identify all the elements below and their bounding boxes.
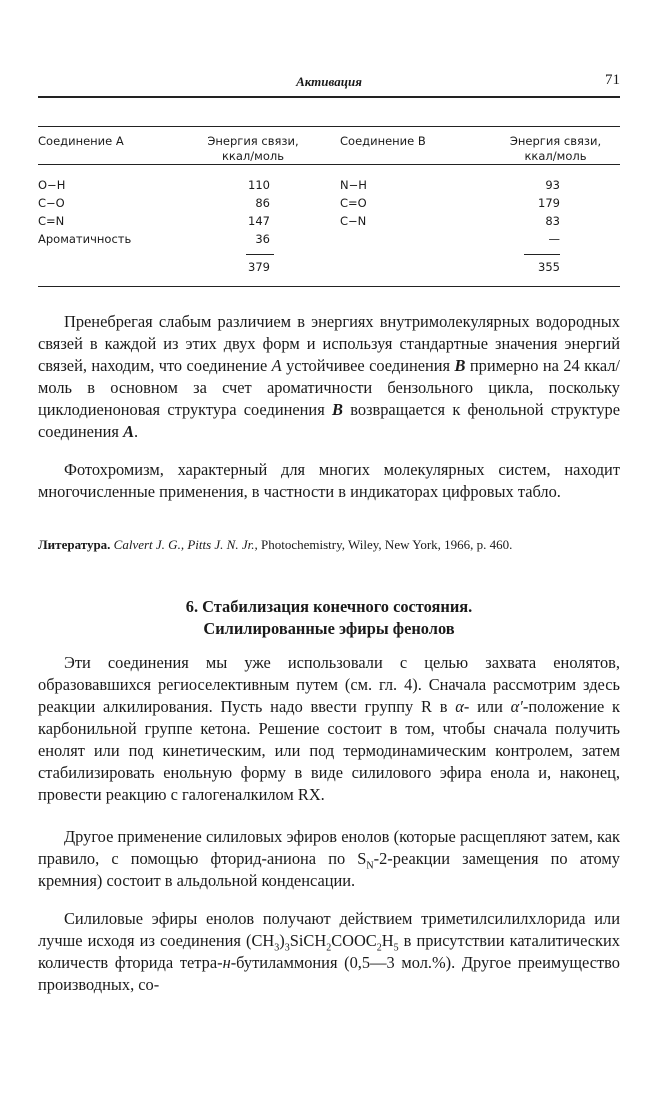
para3-text-1: Эти соединения мы уже использовали с целью захвата енолятов, образовавшихся региоселективным путем (см. гл. 4). Сначала рассмотрим здесь реакции алкилирования. Пусть надо ввести группу R в: [38, 653, 620, 716]
formula-sub-4: 2: [376, 942, 382, 954]
section-heading-line2: Силилированные эфиры фенолов: [203, 619, 455, 638]
row1-energy-a: 110: [248, 178, 270, 192]
sum-rule-a: [246, 254, 274, 255]
formula-sub-3: 2: [326, 942, 332, 954]
row3-energy-b: 83: [545, 214, 560, 228]
compound-b-ref: B: [454, 356, 466, 375]
para4-text-2: -2-реакции замещения по атому кремния) состоит в альдольной конденсации.: [38, 849, 620, 890]
paragraph-silyl-ethers: [38, 908, 620, 996]
section-heading: [38, 596, 620, 640]
alpha-symbol: α: [455, 697, 464, 716]
col-header-energy-b: [493, 134, 618, 164]
paragraph-stability: [38, 311, 620, 443]
para4-text-1: Другое применение силиловых эфиров енолов (которые расщепляют затем, как правило, с помощью фторид-аниона по S: [38, 827, 620, 868]
para5-text-2: ): [279, 931, 285, 950]
row4-energy-b: —: [548, 232, 560, 246]
header-rule: [38, 96, 620, 98]
row2-energy-a: 86: [255, 196, 270, 210]
row4-compound-a: Ароматичность: [38, 232, 132, 246]
running-header: [38, 72, 620, 94]
paragraph-alkylation: [38, 652, 620, 806]
para3-text-2: - или: [463, 697, 511, 716]
row1-compound-a: O−H: [38, 178, 66, 192]
table-header-rule: [38, 164, 620, 165]
col-header-energy-b-line2: ккал/моль: [524, 149, 587, 163]
compound-a-ref: A: [271, 356, 282, 375]
literature-label: Литература.: [38, 537, 111, 552]
literature-reference: [38, 536, 620, 554]
sn-subscript: N: [366, 860, 374, 872]
total-energy-b: 355: [538, 260, 560, 274]
total-energy-a: 379: [248, 260, 270, 274]
col-header-compound-a: Соединение А: [38, 134, 124, 148]
row3-compound-b: C−N: [340, 214, 367, 228]
literature-source: Photochemistry, Wiley, New York, 1966, p. 460.: [261, 537, 513, 552]
para5-text-5: H: [381, 931, 394, 950]
formula-sub-1: 3: [274, 942, 280, 954]
formula-sub-2: 3: [284, 942, 290, 954]
para1-text-1: Пренебрегая слабым различием в энергиях внутримолекулярных водородных связей в каждой из этих двух форм и используя стандартные значения энергий связей, находим, что соединение: [38, 312, 620, 375]
paragraph-aldol: [38, 826, 620, 892]
para5-text-7: -бутиламмония (0,5—3 мол.%). Другое преимущество производных, со-: [38, 953, 620, 994]
para1-text-4: возвращается к фенольной структуре соединения: [38, 400, 621, 441]
row3-compound-a: C=N: [38, 214, 65, 228]
table-bottom-rule: [38, 286, 620, 287]
paragraph-photochromism: Фотохромизм, характерный для многих молекулярных систем, находит многочисленные применения, в частности в индикаторах цифровых табло.: [38, 460, 620, 501]
para5-text-6: в присутствии каталитических количеств фторида тетра-: [38, 931, 620, 972]
row2-compound-a: C−O: [38, 196, 65, 210]
row2-compound-b: C=O: [340, 196, 367, 210]
col-header-energy-a-line1: Энергия связи,: [207, 134, 299, 148]
bond-energy-table: [38, 126, 620, 286]
para1-text-5: .: [134, 422, 139, 441]
formula-sub-5: 5: [393, 942, 399, 954]
page-number: 71: [605, 72, 620, 88]
para5-text-4: COOC: [331, 931, 377, 950]
para5-text-1: Силиловые эфиры енолов получают действием триметилсилилхлорида или лучше исходя из соединения (CH: [38, 909, 620, 950]
row1-compound-b: N−H: [340, 178, 367, 192]
para5-text-3: SiCH: [289, 931, 327, 950]
para1-text-2: устойчивее соединения: [281, 356, 455, 375]
literature-authors: Calvert J. G., Pitts J. N. Jr.,: [113, 537, 258, 552]
compound-b-ref-2: B: [332, 400, 343, 419]
row2-energy-b: 179: [538, 196, 560, 210]
alpha-prime-symbol: α′: [510, 697, 523, 716]
col-header-energy-b-line1: Энергия связи,: [509, 134, 602, 148]
section-heading-line1: 6. Стабилизация конечного состояния.: [185, 597, 473, 616]
normal-prefix: н: [222, 953, 231, 972]
para3-text-3: -положение к карбонильной группе кетона. Решение состоит в том, чтобы сначала получить енолят или под кинетическим, или под термодинамическим контролем, затем стабилизировать енольную форму в виде силилового эфира енола и, наконец, провести реакцию с галогеналкилом RX.: [38, 697, 621, 804]
row4-energy-a: 36: [255, 232, 270, 246]
running-title: Активация: [296, 74, 362, 89]
sum-rule-b: [524, 254, 560, 255]
para1-text-3: примерно на 24 ккал/моль в основном за счет ароматичности бензольного цикла, поскольку циклодиеноновая структура соединения: [38, 356, 620, 419]
col-header-energy-a-line2: ккал/моль: [221, 149, 284, 163]
row1-energy-b: 93: [545, 178, 560, 192]
col-header-energy-a: [198, 134, 308, 164]
row3-energy-a: 147: [248, 214, 270, 228]
col-header-compound-b: Соединение В: [340, 134, 426, 148]
compound-a-ref-2: A: [123, 422, 135, 441]
